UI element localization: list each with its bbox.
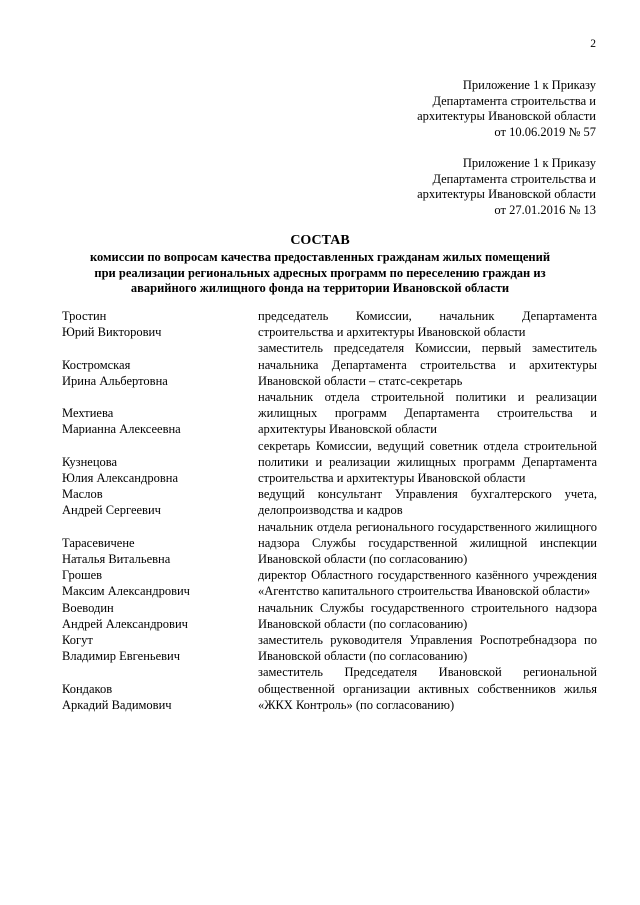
member-role: председатель Комиссии, начальник Департамента строительства и архитектуры Ивановской области [258,309,597,340]
member-given-name: Максим Александрович [62,584,190,599]
member-row [62,600,597,632]
member-name [62,438,258,487]
member-given-name: Юрий Викторович [62,325,162,340]
member-role: начальник отдела регионального государственного жилищного надзора Службы государственной жилищной инспекции Ивановской области (по согласованию) [258,519,597,567]
member-given-name: Юлия Александровна [62,471,178,486]
appendix-line: от 10.06.2019 № 57 [494,124,596,139]
member-surname: Кондаков [62,681,113,696]
member-role: заместитель руководителя Управления Роспотребнадзора по Ивановской области (по согласованию) [258,633,597,664]
member-surname: Маслов [62,487,103,502]
member-surname: Кузнецова [62,454,118,469]
title-block [40,233,600,297]
member-surname: Тростин [62,309,107,323]
appendix-line: Приложение 1 к Приказу [462,78,596,92]
member-row [62,438,597,487]
member-row [62,567,597,599]
member-name [62,486,258,518]
appendix-header-original [417,156,596,218]
member-row [62,664,597,713]
members-list [62,308,597,713]
member-name [62,389,258,438]
member-surname: Костромская [62,357,131,372]
member-surname: Мехтиева [62,406,114,421]
appendix-line: Приложение 1 к Приказу [462,156,596,170]
member-name [62,567,258,599]
appendix-line: архитектуры Ивановской области [417,187,596,201]
page-number: 2 [590,38,596,50]
subtitle-line: комиссии по вопросам качества предоставленных гражданам жилых помещений [89,250,551,264]
member-surname: Грошев [62,568,103,583]
member-surname: Воеводин [62,600,114,615]
appendix-line: от 27.01.2016 № 13 [494,202,596,217]
member-role: заместитель председателя Комиссии, первый заместитель начальника Департамента строительства и архитектуры Ивановской области – статс-секретарь [258,341,597,388]
appendix-line: архитектуры Ивановской области [417,109,596,123]
member-row [62,308,597,340]
member-role: заместитель Председателя Ивановской региональной общественной организации активных собственников жилья «ЖКХ Контроль» (по согласованию) [258,665,597,712]
member-name [62,600,258,632]
member-name [62,519,258,568]
document-subtitle [40,250,600,297]
member-row [62,389,597,438]
appendix-line: Департамента строительства и [432,93,596,108]
member-role: секретарь Комиссии, ведущий советник отдела строительной политики и реализации жилищных программ Департамента строительства и архитектуры Ивановской области [258,438,597,486]
member-given-name: Аркадий Вадимович [62,697,172,712]
member-name [62,308,258,340]
subtitle-line: при реализации региональных адресных программ по переселению граждан из [94,265,546,280]
member-given-name: Ирина Альбертовна [62,373,168,388]
appendix-line: Департамента строительства и [432,171,596,186]
member-given-name: Андрей Александрович [62,616,188,631]
member-row [62,632,597,664]
member-name [62,664,258,713]
member-row [62,486,597,518]
member-role: директор Областного государственного казённого учреждения «Агентство капитального строительства Ивановской области» [258,568,597,599]
member-surname: Когут [62,633,93,648]
member-role: начальник отдела строительной политики и реализации жилищных программ Департамента строительства и архитектуры Ивановской области [258,390,597,437]
member-row [62,340,597,389]
member-row [62,519,597,568]
appendix-header-current [417,78,596,140]
member-given-name: Андрей Сергеевич [62,503,161,518]
member-given-name: Наталья Витальевна [62,552,171,567]
member-name [62,340,258,389]
subtitle-line: аварийного жилищного фонда на территории Ивановской области [130,281,510,295]
document-title: СОСТАВ [290,233,350,248]
member-name [62,632,258,664]
member-surname: Тарасевичене [62,535,135,550]
member-role: начальник Службы государственного строительного надзора Ивановской области (по согласованию) [258,600,597,631]
member-role: ведущий консультант Управления бухгалтерского учета, делопроизводства и кадров [258,487,597,518]
member-given-name: Марианна Алексеевна [62,422,181,437]
member-given-name: Владимир Евгеньевич [62,649,181,664]
